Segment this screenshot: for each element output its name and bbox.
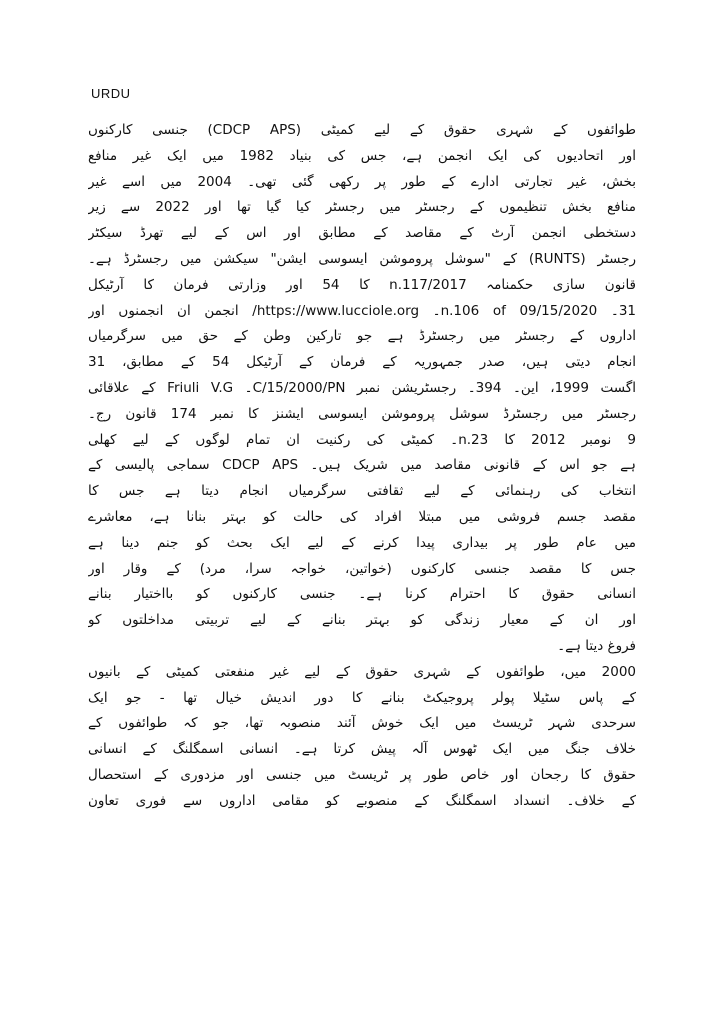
text-line: اور ان کے معیار زندگی کو بہتر بنانے کے لیے تربیتی مداخلتوں کو — [88, 612, 636, 629]
text-line: انتخاب کی رہنمائی کے لیے ثقافتی سرگرمیاں انجام دیتا ہے جس کا — [88, 483, 636, 500]
text-line: بخش، غیر تجارتی ادارے کے طور پر رکھی گئی تھی۔ 2004 میں اسے غیر — [88, 173, 636, 190]
text-line: میں عام طور پر بیداری پیدا کرنے کے لیے ایک بحث کو جنم دینا ہے — [88, 534, 636, 551]
paragraph-1 — [88, 118, 636, 660]
text-line: اگست 1999، این۔ 394۔ رجسٹریشن نمبر C/15/2000/PN۔ Friuli V.G کے علاقائی — [88, 379, 636, 396]
text-line: منافع بخش تنظیموں کے رجسٹر میں رجسٹر کیا گیا تھا اور 2022 سے زیر — [88, 199, 636, 216]
text-line: کے خلاف۔ انسداد اسمگلنگ کے منصوبے کو مقامی اداروں سے فوری تعاون — [88, 792, 636, 809]
text-line: رجسٹر میں رجسٹرڈ سوشل پروموشن ایسوسی ایشنز کا نمبر 174 قانون رج۔ — [88, 405, 636, 422]
text-line: فروغ دیتا ہے۔ — [557, 637, 636, 654]
text-line: ہے جو اس کے قانونی مقاصد میں شریک ہیں۔ CDCP APS سماجی پالیسی کے — [88, 457, 636, 474]
language-label: URDU — [91, 86, 131, 101]
text-line: اور اتحادیوں کی ایک انجمن ہے، جس کی بنیاد 1982 میں ایک غیر منافع — [88, 147, 636, 164]
text-line: انجام دیتی ہیں، صدر جمہوریہ کے فرمان کے آرٹیکل 54 کے مطابق، 31 — [88, 354, 636, 371]
text-line: انسانی حقوق کا احترام کرنا ہے۔ جنسی کارکنوں کو بااختیار بنانے — [88, 586, 636, 603]
text-line: سرحدی شہر ٹریسٹ میں ایک خوش آئند منصوبہ تھا، جو کہ طوائفوں کے — [88, 715, 636, 732]
text-line: کے پاس سٹیلا پولر پروجیکٹ بنانے کا دور اندیش خیال تھا - جو ایک — [88, 689, 636, 706]
text-line: دستخطی انجمن آرٹ کے مقاصد کے مطابق اور اس کے لیے تھرڈ سیکٹر — [88, 225, 636, 242]
text-line: طوائفوں کے شہری حقوق کے لیے کمیٹی (CDCP APS) جنسی کارکنوں — [88, 122, 636, 138]
text-line: 31۔ n.106 of 09/15/2020۔ https://www.lucciole.org/ انجمن ان انجمنوں اور — [88, 302, 636, 319]
text-line: مقصد جسم فروشی میں مبتلا افراد کی حالت کو بہتر بنانا ہے، معاشرے — [88, 508, 636, 525]
text-line: 2000 میں، طوائفوں کے شہری حقوق کے لیے غیر منفعتی کمیٹی کے بانیوں — [88, 663, 636, 680]
text-line: رجسٹر (RUNTS) کے "سوشل پروموشن ایسوسی ایشن" سیکشن میں رجسٹرڈ ہے۔ — [88, 250, 636, 267]
text-line: خلاف جنگ میں ایک ٹھوس آلہ پیش کرتا ہے۔ انسانی اسمگلنگ کے انسانی — [88, 741, 636, 758]
text-line: جس کا مقصد جنسی کارکنوں (خواتین، خواجہ سرا، مرد) کے وقار اور — [88, 560, 636, 577]
document-body — [88, 118, 636, 815]
text-line: اداروں کے رجسٹر میں رجسٹرڈ ہے جو تارکین وطن کے حق میں سرگرمیاں — [88, 328, 636, 345]
text-line: قانون سازی حکمنامہ n.117/2017 کا 54 اور وزارتی فرمان کا آرٹیکل — [88, 276, 636, 293]
text-line: 9 نومبر 2012 کا n.23۔ کمیٹی کی رکنیت ان تمام لوگوں کے لیے کھلی — [88, 431, 636, 448]
paragraph-2 — [88, 660, 636, 815]
text-line: حقوق کا رجحان اور خاص طور پر ٹریسٹ میں جنسی اور مزدوری کے استحصال — [88, 766, 636, 783]
